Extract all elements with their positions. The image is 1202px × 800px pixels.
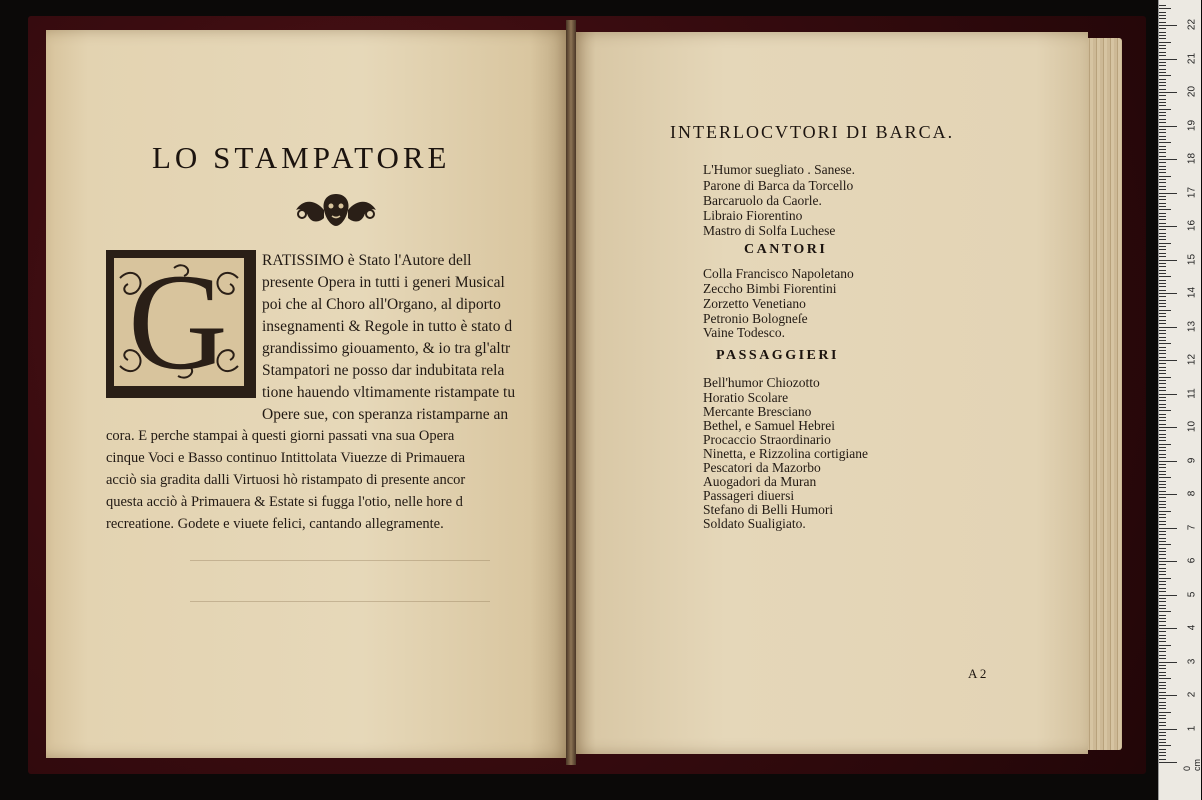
ruler-tick	[1159, 625, 1166, 626]
ruler-tick	[1159, 105, 1166, 106]
ruler-tick	[1159, 313, 1166, 314]
list-item: Mercante Bresciano	[703, 404, 812, 419]
ruler-tick	[1159, 159, 1177, 160]
ruler-number: 6	[1186, 557, 1198, 564]
list-item: Procaccio Straordinario	[703, 432, 831, 447]
ruler-tick	[1159, 424, 1166, 425]
ruler-tick	[1159, 404, 1166, 405]
ruler-tick	[1159, 72, 1166, 73]
ruler-tick	[1159, 450, 1166, 451]
ruler-tick	[1159, 206, 1166, 207]
list-item: Auogadori da Muran	[703, 474, 817, 489]
ruler-tick	[1159, 561, 1177, 562]
ruler-tick	[1159, 635, 1166, 636]
ruler-tick	[1159, 390, 1166, 391]
ruler-tick	[1159, 149, 1166, 150]
ruler-tick	[1159, 618, 1166, 619]
book-gutter	[566, 20, 576, 765]
ruler-tick	[1159, 42, 1171, 43]
ruler-tick	[1159, 38, 1166, 39]
ruler-number: 20	[1186, 85, 1198, 98]
ruler-tick	[1159, 89, 1166, 90]
ruler-tick	[1159, 119, 1166, 120]
ruler-tick	[1159, 79, 1166, 80]
ruler-tick	[1159, 745, 1171, 746]
ruler-tick	[1159, 25, 1177, 26]
ruler-tick	[1159, 337, 1166, 338]
ruler-tick	[1159, 109, 1171, 110]
ruler-tick	[1159, 440, 1166, 441]
show-through	[190, 560, 490, 602]
text-line: tione hauendo vltimamente ristampate tu	[262, 384, 516, 401]
ruler-tick	[1159, 427, 1177, 428]
ruler-tick	[1159, 216, 1166, 217]
ruler-tick	[1159, 179, 1166, 180]
ruler-tick	[1159, 568, 1166, 569]
ruler-tick	[1159, 99, 1166, 100]
ruler-tick	[1159, 85, 1166, 86]
ruler-tick	[1159, 162, 1166, 163]
ruler-tick	[1159, 270, 1166, 271]
ruler-tick	[1159, 236, 1166, 237]
ruler-tick	[1159, 497, 1166, 498]
ruler-tick	[1159, 474, 1166, 475]
ruler-unit-label: 0 cm	[1182, 759, 1202, 771]
ruler-tick	[1159, 377, 1171, 378]
list-item: Colla Francisco Napoletano	[703, 266, 854, 281]
ruler-number: 13	[1186, 320, 1198, 332]
ruler-tick	[1159, 407, 1166, 408]
ruler-tick	[1159, 360, 1177, 361]
ruler-tick	[1159, 347, 1166, 348]
ruler-tick	[1159, 55, 1166, 56]
ruler-tick	[1159, 45, 1166, 46]
text-line: cora. E perche stampai à questi giorni passati vna sua Opera	[106, 428, 455, 444]
ruler-tick	[1159, 172, 1166, 173]
ruler-tick	[1159, 300, 1166, 301]
ruler-tick	[1159, 434, 1166, 435]
ruler-tick	[1159, 296, 1166, 297]
ruler-tick	[1159, 253, 1166, 254]
ruler-tick	[1159, 243, 1171, 244]
ruler-tick	[1159, 735, 1166, 736]
ruler-tick	[1159, 658, 1166, 659]
list-item: Bethel, e Samuel Hebrei	[703, 418, 835, 433]
ruler-tick	[1159, 749, 1166, 750]
ruler-tick	[1159, 139, 1166, 140]
page-title: INTERLOCVTORI DI BARCA.	[670, 122, 955, 142]
ruler-tick	[1159, 303, 1166, 304]
ruler-tick	[1159, 514, 1166, 515]
ruler-tick	[1159, 383, 1166, 384]
ruler-tick	[1159, 631, 1166, 632]
ruler-tick	[1159, 310, 1171, 311]
ruler-tick	[1159, 447, 1166, 448]
ruler-tick	[1159, 199, 1166, 200]
ruler-tick	[1159, 276, 1171, 277]
ruler-tick	[1159, 581, 1166, 582]
ruler-tick	[1159, 494, 1177, 495]
ruler-number: 10	[1186, 420, 1198, 433]
ruler-tick	[1159, 229, 1166, 230]
ruler-tick	[1159, 316, 1166, 317]
ruler-tick	[1159, 256, 1166, 257]
ruler-number: 22	[1186, 18, 1198, 31]
ruler-tick	[1159, 293, 1177, 294]
ruler-tick	[1159, 12, 1166, 13]
ruler-tick	[1159, 538, 1166, 539]
list-item: Zeccho Bimbi Fiorentini	[703, 281, 837, 296]
ruler-tick	[1159, 126, 1177, 127]
ruler-number: 18	[1186, 152, 1198, 165]
ruler-tick	[1159, 507, 1166, 508]
ruler-tick	[1159, 92, 1177, 93]
ruler-number: 16	[1186, 219, 1198, 232]
ruler-tick	[1159, 186, 1166, 187]
ruler-tick	[1159, 695, 1177, 696]
ruler-tick	[1159, 437, 1166, 438]
ruler-tick	[1159, 762, 1177, 763]
ruler-tick	[1159, 189, 1166, 190]
text-line: insegnamenti & Regole in tutto è stato d	[262, 318, 513, 335]
ruler-tick	[1159, 755, 1166, 756]
list-item: Petronio Bologneſe	[703, 311, 808, 326]
ruler-tick	[1159, 608, 1166, 609]
text-line: acciò sia gradita dalli Virtuosi hò ristampato di presente ancor	[106, 472, 466, 488]
ruler-tick	[1159, 481, 1166, 482]
ruler-tick	[1159, 541, 1166, 542]
ruler-tick	[1159, 598, 1166, 599]
ruler-tick	[1159, 638, 1166, 639]
ruler-tick	[1159, 621, 1166, 622]
ruler-tick	[1159, 62, 1166, 63]
ruler-tick	[1159, 578, 1171, 579]
list-item: Mastro di Solfa Luchese	[703, 223, 836, 238]
section-heading: PASSAGGIERI	[716, 348, 839, 363]
ruler-tick	[1159, 692, 1166, 693]
section-heading: CANTORI	[744, 242, 828, 257]
ruler-tick	[1159, 387, 1166, 388]
ruler-tick	[1159, 323, 1166, 324]
ruler-tick	[1159, 397, 1166, 398]
text-line: questa acciò à Primauera & Estate si fugga l'otio, nelle hore d	[106, 494, 463, 510]
list-item: Libraio Fiorentino	[703, 208, 803, 223]
text-line: poi che al Choro all'Organo, al diporto	[262, 296, 501, 313]
ruler-tick	[1159, 584, 1166, 585]
ruler-tick	[1159, 528, 1177, 529]
ruler-number: 4	[1186, 624, 1198, 631]
ruler-number: 5	[1186, 591, 1198, 597]
ruler-tick	[1159, 182, 1166, 183]
ruler-tick	[1159, 239, 1166, 240]
ruler-tick	[1159, 112, 1166, 113]
ornament-mask-icon	[290, 188, 382, 232]
ruler-tick	[1159, 15, 1166, 16]
ruler-tick	[1159, 705, 1166, 706]
ruler-tick	[1159, 742, 1166, 743]
ruler-tick	[1159, 605, 1166, 606]
ruler-tick	[1159, 357, 1166, 358]
ruler-tick	[1159, 675, 1166, 676]
ruler-tick	[1159, 595, 1177, 596]
ruler-tick	[1159, 246, 1166, 247]
ruler-tick	[1159, 420, 1166, 421]
ruler-tick	[1159, 574, 1166, 575]
ruler-tick	[1159, 715, 1166, 716]
ruler-tick	[1159, 504, 1166, 505]
text-line: Opere sue, con speranza ristamparne an	[262, 406, 509, 423]
ruler-number: 21	[1186, 52, 1198, 64]
text-line: cinque Voci e Basso continuo Intittolata Viuezze di Primauera	[106, 450, 466, 466]
ruler-tick	[1159, 732, 1166, 733]
ruler-tick	[1159, 551, 1166, 552]
ruler-tick	[1159, 320, 1166, 321]
ruler-tick	[1159, 32, 1166, 33]
list-item: Barcaruolo da Caorle.	[703, 193, 822, 208]
ruler-tick	[1159, 367, 1166, 368]
ruler-tick	[1159, 263, 1166, 264]
ruler-tick	[1159, 35, 1166, 36]
ruler-tick	[1159, 343, 1171, 344]
ruler-tick	[1159, 8, 1171, 9]
list-item: Zorzetto Venetiano	[703, 296, 806, 311]
ruler-tick	[1159, 306, 1166, 307]
ruler-tick	[1159, 531, 1166, 532]
ruler-tick	[1159, 223, 1166, 224]
ruler-tick	[1159, 601, 1166, 602]
ruler-tick	[1159, 665, 1166, 666]
ruler-tick	[1159, 712, 1171, 713]
ruler-number: 7	[1186, 524, 1198, 530]
ruler-tick	[1159, 672, 1166, 673]
ruler-number: 12	[1186, 353, 1198, 366]
ruler-tick	[1159, 548, 1166, 549]
ruler-tick	[1159, 22, 1166, 23]
ruler-tick	[1159, 517, 1166, 518]
ruler-tick	[1159, 5, 1166, 6]
ruler-tick	[1159, 564, 1166, 565]
text-line: RATISSIMO è Stato l'Autore dell	[262, 252, 472, 269]
ruler-tick	[1159, 628, 1177, 629]
ruler-tick	[1159, 209, 1171, 210]
ruler-tick	[1159, 115, 1166, 116]
ruler-tick	[1159, 558, 1166, 559]
list-item: Ninetta, e Rizzolina cortigiane	[703, 446, 868, 461]
list-item: Bell'humor Chiozotto	[703, 375, 820, 390]
ruler-tick	[1159, 166, 1166, 167]
list-item: Passageri diuersi	[703, 488, 795, 503]
ruler-tick	[1159, 739, 1166, 740]
measuring-ruler	[1158, 0, 1201, 800]
ruler-tick	[1159, 260, 1177, 261]
text-line: recreatione. Godete e viuete felici, cantando allegramente.	[106, 516, 444, 532]
ruler-tick	[1159, 708, 1166, 709]
list-item: Vaine Todesco.	[703, 325, 786, 340]
ruler-tick	[1159, 75, 1171, 76]
ruler-tick	[1159, 688, 1166, 689]
ruler-tick	[1159, 82, 1166, 83]
ruler-tick	[1159, 702, 1166, 703]
ruler-tick	[1159, 132, 1166, 133]
ruler-number: 8	[1186, 490, 1198, 497]
ruler-number: 2	[1186, 691, 1198, 698]
ruler-number: 17	[1186, 186, 1198, 198]
ruler-tick	[1159, 641, 1166, 642]
ruler-tick	[1159, 430, 1166, 431]
ruler-tick	[1159, 685, 1166, 686]
ruler-tick	[1159, 718, 1166, 719]
ruler-tick	[1159, 645, 1171, 646]
ruler-tick	[1159, 457, 1166, 458]
text-line: presente Opera in tutti i generi Musical	[262, 274, 505, 291]
ruler-tick	[1159, 350, 1166, 351]
ruler-tick	[1159, 394, 1177, 395]
ruler-tick	[1159, 363, 1166, 364]
ruler-tick	[1159, 370, 1166, 371]
ruler-tick	[1159, 340, 1166, 341]
ruler-tick	[1159, 400, 1166, 401]
ruler-tick	[1159, 484, 1166, 485]
ruler-tick	[1159, 280, 1166, 281]
ruler-tick	[1159, 129, 1166, 130]
ruler-tick	[1159, 467, 1166, 468]
ruler-tick	[1159, 544, 1171, 545]
ruler-tick	[1159, 226, 1177, 227]
ruler-tick	[1159, 48, 1166, 49]
ruler-tick	[1159, 286, 1166, 287]
ruler-tick	[1159, 333, 1166, 334]
ruler-tick	[1159, 18, 1166, 19]
ruler-tick	[1159, 203, 1166, 204]
ruler-tick	[1159, 233, 1166, 234]
ruler-tick	[1159, 52, 1166, 53]
ruler-tick	[1159, 65, 1166, 66]
ruler-tick	[1159, 678, 1171, 679]
ruler-tick	[1159, 698, 1166, 699]
ruler-tick	[1159, 373, 1166, 374]
ruler-tick	[1159, 655, 1166, 656]
ruler-number: 3	[1186, 658, 1198, 664]
ruler-tick	[1159, 95, 1166, 96]
list-item: Horatio Scolare	[703, 390, 789, 405]
ruler-tick	[1159, 142, 1171, 143]
list-item: L'Humor suegliato . Sanese.	[703, 162, 856, 177]
initial-letter: G	[128, 245, 228, 398]
ruler-tick	[1159, 521, 1166, 522]
ruler-tick	[1159, 169, 1166, 170]
ruler-tick	[1159, 219, 1166, 220]
ruler-tick	[1159, 648, 1166, 649]
ruler-tick	[1159, 588, 1166, 589]
ruler-tick	[1159, 722, 1166, 723]
ruler-number: 9	[1186, 457, 1198, 463]
ruler-tick	[1159, 283, 1166, 284]
ruler-number: 1	[1186, 725, 1198, 731]
list-item: Soldato Sualigiato.	[703, 516, 806, 531]
ruler-tick	[1159, 487, 1166, 488]
ruler-tick	[1159, 682, 1166, 683]
page-title: LO STAMPATORE	[152, 140, 451, 175]
ruler-tick	[1159, 511, 1171, 512]
ruler-tick	[1159, 752, 1166, 753]
ruler-tick	[1159, 461, 1177, 462]
ruler-tick	[1159, 615, 1166, 616]
ruler-tick	[1159, 477, 1171, 478]
ruler-tick	[1159, 524, 1166, 525]
ruler-tick	[1159, 193, 1177, 194]
ruler-tick	[1159, 454, 1166, 455]
ruler-tick	[1159, 122, 1166, 123]
list-item: Pescatori da Mazorbo	[703, 460, 821, 475]
ruler-tick	[1159, 414, 1166, 415]
ruler-tick	[1159, 156, 1166, 157]
list-item: Parone di Barca da Torcello	[703, 178, 854, 193]
ruler-tick	[1159, 213, 1166, 214]
ruler-tick	[1159, 327, 1177, 328]
ruler-tick	[1159, 353, 1166, 354]
ruler-tick	[1159, 444, 1171, 445]
ruler-tick	[1159, 380, 1166, 381]
ruler-tick	[1159, 249, 1166, 250]
ruler-number: 11	[1186, 387, 1198, 399]
ruler-tick	[1159, 136, 1166, 137]
ruler-number: 15	[1186, 253, 1198, 265]
ruler-tick	[1159, 611, 1171, 612]
ruler-tick	[1159, 273, 1166, 274]
ruler-tick	[1159, 196, 1166, 197]
ruler-tick	[1159, 290, 1166, 291]
ruler-tick	[1159, 662, 1177, 663]
ruler-tick	[1159, 471, 1166, 472]
list-item: Stefano di Belli Humori	[703, 502, 834, 517]
ruler-tick	[1159, 501, 1166, 502]
ruler-tick	[1159, 266, 1166, 267]
text-line: Stampatori ne posso dar indubitata rela	[262, 362, 505, 379]
ruler-tick	[1159, 534, 1166, 535]
ruler-tick	[1159, 491, 1166, 492]
ruler-tick	[1159, 69, 1166, 70]
ruler-tick	[1159, 176, 1171, 177]
signature-mark: A 2	[968, 666, 987, 681]
ruler-tick	[1159, 651, 1166, 652]
ruler-tick	[1159, 668, 1166, 669]
ruler-tick	[1159, 417, 1166, 418]
ruler-tick	[1159, 759, 1166, 760]
ruler-tick	[1159, 591, 1166, 592]
ruler-tick	[1159, 59, 1177, 60]
ruler-tick	[1159, 554, 1166, 555]
ruler-tick	[1159, 571, 1166, 572]
page-edges	[1086, 38, 1122, 750]
ruler-number: 19	[1186, 119, 1198, 131]
text-line: grandissimo giouamento, & io tra gl'altr	[262, 340, 511, 357]
ruler-tick	[1159, 729, 1177, 730]
ruler-number: 14	[1186, 286, 1198, 299]
ruler-tick	[1159, 410, 1171, 411]
ruler-tick	[1159, 464, 1166, 465]
ruler-tick	[1159, 146, 1166, 147]
ruler-tick	[1159, 152, 1166, 153]
ruler-tick	[1159, 330, 1166, 331]
decorated-initial	[106, 245, 256, 398]
ruler-tick	[1159, 725, 1166, 726]
ruler-tick	[1159, 102, 1166, 103]
ruler-tick	[1159, 28, 1166, 29]
